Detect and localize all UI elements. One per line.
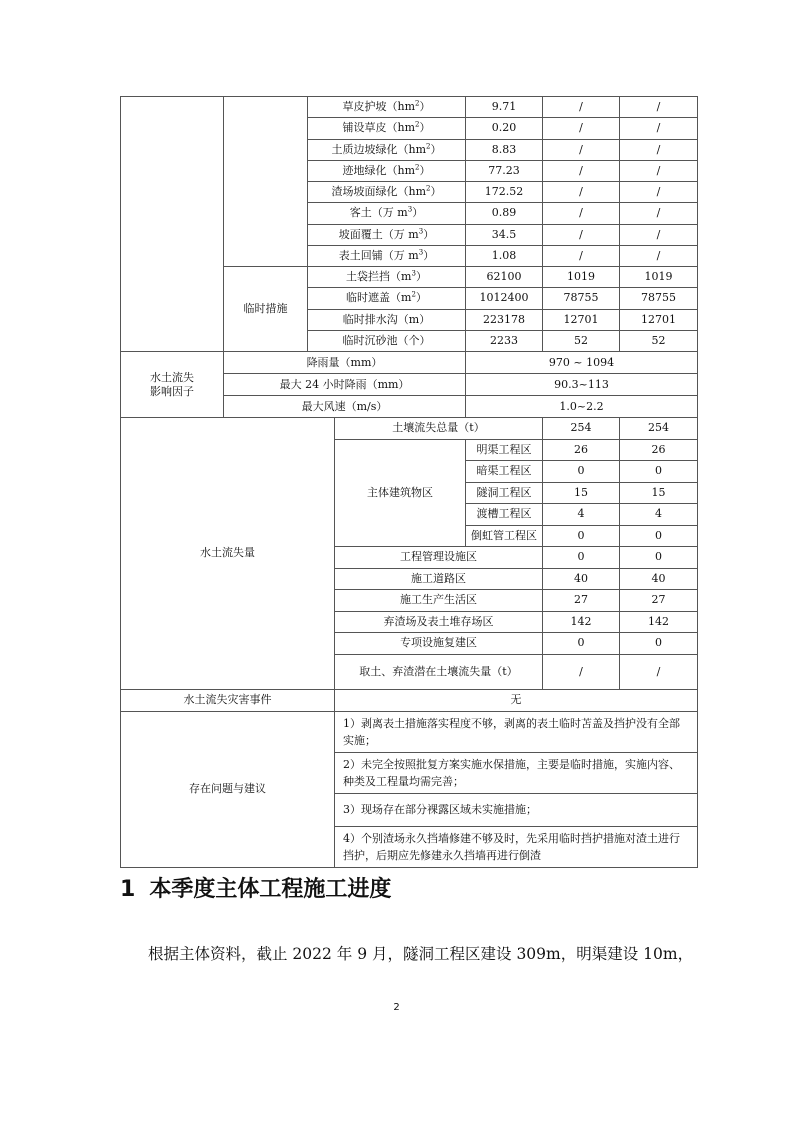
cumulative-value: / — [620, 160, 698, 181]
zone-name: 施工道路区 — [335, 568, 543, 590]
cumulative-value: 26 — [620, 439, 698, 461]
unit-superscript: 2 — [415, 99, 420, 108]
table-row — [121, 711, 698, 752]
main-building-zone-label: 主体建筑物区 — [335, 439, 466, 547]
measure-label-end: ） — [419, 121, 431, 135]
measure-label: 迹地绿化（hm — [342, 163, 416, 177]
quarter-value: 15 — [543, 482, 620, 504]
zone-name: 倒虹管工程区 — [466, 525, 543, 547]
cumulative-value: / — [620, 203, 698, 224]
cumulative-value: 12701 — [620, 309, 698, 330]
factors-label — [121, 352, 224, 418]
cumulative-value: / — [620, 654, 698, 689]
cumulative-value: 0 — [620, 525, 698, 547]
measure-name-cell — [308, 288, 466, 309]
quarter-value: 254 — [543, 418, 620, 440]
quarter-value: 1019 — [543, 267, 620, 288]
factors-label-line1: 水土流失 — [150, 370, 194, 384]
section-number: 1 — [120, 877, 136, 902]
quarter-value: / — [543, 654, 620, 689]
plan-value: 2233 — [466, 330, 543, 351]
issues-label: 存在问题与建议 — [121, 711, 335, 867]
unit-superscript: 3 — [407, 205, 413, 214]
plan-value: 0.20 — [466, 118, 543, 139]
cumulative-value: / — [620, 139, 698, 160]
measure-name-cell — [308, 245, 466, 266]
quarter-value: / — [543, 245, 620, 266]
issue-item: 4）个别渣场永久挡墙修建不够及时，先采用临时挡护措施对渣土进行挡护，后期应先修建永久挡墙再进行倒渣 — [335, 826, 698, 867]
quarter-value: 26 — [543, 439, 620, 461]
unit-superscript: 3 — [418, 226, 424, 235]
cumulative-value: 1019 — [620, 267, 698, 288]
unit-superscript: 2 — [426, 141, 431, 150]
zone-name: 渡槽工程区 — [466, 504, 543, 526]
unit-superscript: 3 — [411, 269, 416, 278]
quarter-value: / — [543, 182, 620, 203]
cumulative-value: 0 — [620, 633, 698, 655]
quarter-value: / — [543, 160, 620, 181]
plan-value: 77.23 — [466, 160, 543, 181]
quarter-value: 52 — [543, 330, 620, 351]
factors-label-line2: 影响因子 — [150, 384, 194, 398]
cumulative-value: / — [620, 97, 698, 118]
cumulative-value: 0 — [620, 547, 698, 569]
measure-name-cell — [308, 139, 466, 160]
subcategory-cell — [224, 97, 308, 267]
page-number: 2 — [393, 1002, 400, 1013]
category-cell — [121, 97, 224, 352]
plan-value: 223178 — [466, 309, 543, 330]
cumulative-value: / — [620, 182, 698, 203]
quarter-value: / — [543, 97, 620, 118]
measure-label: 草皮护坡（hm — [342, 100, 416, 114]
temporary-measures-label: 临时措施 — [224, 267, 308, 352]
measure-label: 坡面覆土（万 m — [338, 227, 419, 241]
quarter-value: 27 — [543, 590, 620, 612]
plan-value: 62100 — [466, 267, 543, 288]
measure-name-cell — [308, 224, 466, 245]
table-row — [121, 97, 698, 118]
total-loss-label: 土壤流失总量（t） — [335, 418, 543, 440]
disaster-label: 水土流失灾害事件 — [121, 689, 335, 711]
quarter-value: 0 — [543, 461, 620, 483]
plan-value: 172.52 — [466, 182, 543, 203]
measure-name-cell — [308, 182, 466, 203]
issue-item: 2）未完全按照批复方案实施水保措施，主要是临时措施，实施内容、种类及工程量均需完善； — [335, 752, 698, 793]
table-row — [121, 689, 698, 711]
measure-label: 铺设草皮（hm — [342, 121, 416, 135]
cumulative-value: 254 — [620, 418, 698, 440]
quarter-value: 40 — [543, 568, 620, 590]
quarter-value: 0 — [543, 547, 620, 569]
factor-name: 最大风速（m/s） — [224, 396, 466, 418]
cumulative-value: 4 — [620, 504, 698, 526]
measure-label-end: ） — [419, 100, 431, 114]
zone-name: 明渠工程区 — [466, 439, 543, 461]
measure-label-end: ） — [415, 291, 427, 305]
quarter-value: 0 — [543, 525, 620, 547]
unit-superscript: 3 — [418, 248, 424, 257]
measure-label-end: ） — [419, 163, 431, 177]
cumulative-value: 15 — [620, 482, 698, 504]
measure-label-end: ） — [412, 206, 424, 220]
quarter-value: 142 — [543, 611, 620, 633]
measure-label: 临时遮盖（m — [346, 291, 412, 305]
table-row — [121, 352, 698, 374]
soil-loss-label: 水土流失量 — [121, 418, 335, 690]
unit-superscript: 2 — [411, 290, 416, 299]
quarter-value: / — [543, 118, 620, 139]
zone-name: 工程管理设施区 — [335, 547, 543, 569]
body-paragraph: 根据主体资料，截止 2022 年 9 月，隧洞工程区建设 309m，明渠建设 10m， — [148, 945, 694, 963]
zone-name: 暗渠工程区 — [466, 461, 543, 483]
disaster-value: 无 — [335, 689, 698, 711]
quarter-value: 4 — [543, 504, 620, 526]
table-body — [121, 97, 698, 868]
factor-name: 降雨量（mm） — [224, 352, 466, 374]
cumulative-value: 78755 — [620, 288, 698, 309]
measure-name-cell — [308, 309, 466, 330]
measure-label: 土质边坡绿化（hm — [331, 142, 427, 156]
measure-label-end: ） — [430, 142, 442, 156]
measure-name-cell — [308, 267, 466, 288]
measure-name-cell — [308, 330, 466, 351]
cumulative-value: / — [620, 224, 698, 245]
factor-value: 1.0~2.2 — [466, 396, 698, 418]
measure-name-cell — [308, 118, 466, 139]
zone-name: 专项设施复建区 — [335, 633, 543, 655]
measure-label-end: ） — [423, 248, 435, 262]
zone-name: 隧洞工程区 — [466, 482, 543, 504]
issue-item: 1）剥离表土措施落实程度不够，剥离的表土临时苫盖及挡护没有全部实施； — [335, 711, 698, 752]
measure-label: 土袋拦挡（m — [346, 270, 412, 284]
plan-value: 0.89 — [466, 203, 543, 224]
cumulative-value: 52 — [620, 330, 698, 351]
monitoring-table — [120, 96, 698, 868]
quarter-value: 12701 — [543, 309, 620, 330]
potential-loss-label: 取土、弃渣潜在土壤流失量（t） — [335, 654, 543, 689]
cumulative-value: 142 — [620, 611, 698, 633]
quarter-value: / — [543, 139, 620, 160]
zone-name: 弃渣场及表土堆存场区 — [335, 611, 543, 633]
measure-label-end: ） — [430, 185, 442, 199]
unit-superscript: 2 — [415, 120, 420, 129]
measure-label-end: ） — [415, 270, 427, 284]
factor-value: 90.3~113 — [466, 374, 698, 396]
measure-label: 临时排水沟（m） — [342, 312, 431, 326]
unit-superscript: 2 — [426, 184, 431, 193]
table-row — [121, 418, 698, 440]
measure-name-cell — [308, 160, 466, 181]
plan-value: 34.5 — [466, 224, 543, 245]
quarter-value: / — [543, 224, 620, 245]
cumulative-value: 27 — [620, 590, 698, 612]
measure-name-cell — [308, 203, 466, 224]
measure-name-cell — [308, 97, 466, 118]
cumulative-value: / — [620, 118, 698, 139]
quarter-value: 78755 — [543, 288, 620, 309]
quarter-value: 0 — [543, 633, 620, 655]
measure-label: 表土回铺（万 m — [338, 248, 419, 262]
unit-superscript: 2 — [415, 163, 420, 172]
plan-value: 8.83 — [466, 139, 543, 160]
factor-name: 最大 24 小时降雨（mm） — [224, 374, 466, 396]
plan-value: 9.71 — [466, 97, 543, 118]
cumulative-value: / — [620, 245, 698, 266]
measure-label-end: ） — [423, 227, 435, 241]
cumulative-value: 0 — [620, 461, 698, 483]
plan-value: 1012400 — [466, 288, 543, 309]
measure-label: 渣场坡面绿化（hm — [331, 185, 427, 199]
plan-value: 1.08 — [466, 245, 543, 266]
section-title: 本季度主体工程施工进度 — [149, 877, 392, 902]
zone-name: 施工生产生活区 — [335, 590, 543, 612]
cumulative-value: 40 — [620, 568, 698, 590]
factor-value: 970 ~ 1094 — [466, 352, 698, 374]
quarter-value: / — [543, 203, 620, 224]
measure-label: 客土（万 m — [349, 206, 408, 220]
measure-label: 临时沉砂池（个） — [342, 333, 431, 347]
issue-item: 3）现场存在部分裸露区域未实施措施； — [335, 793, 698, 826]
section-heading — [120, 872, 720, 903]
